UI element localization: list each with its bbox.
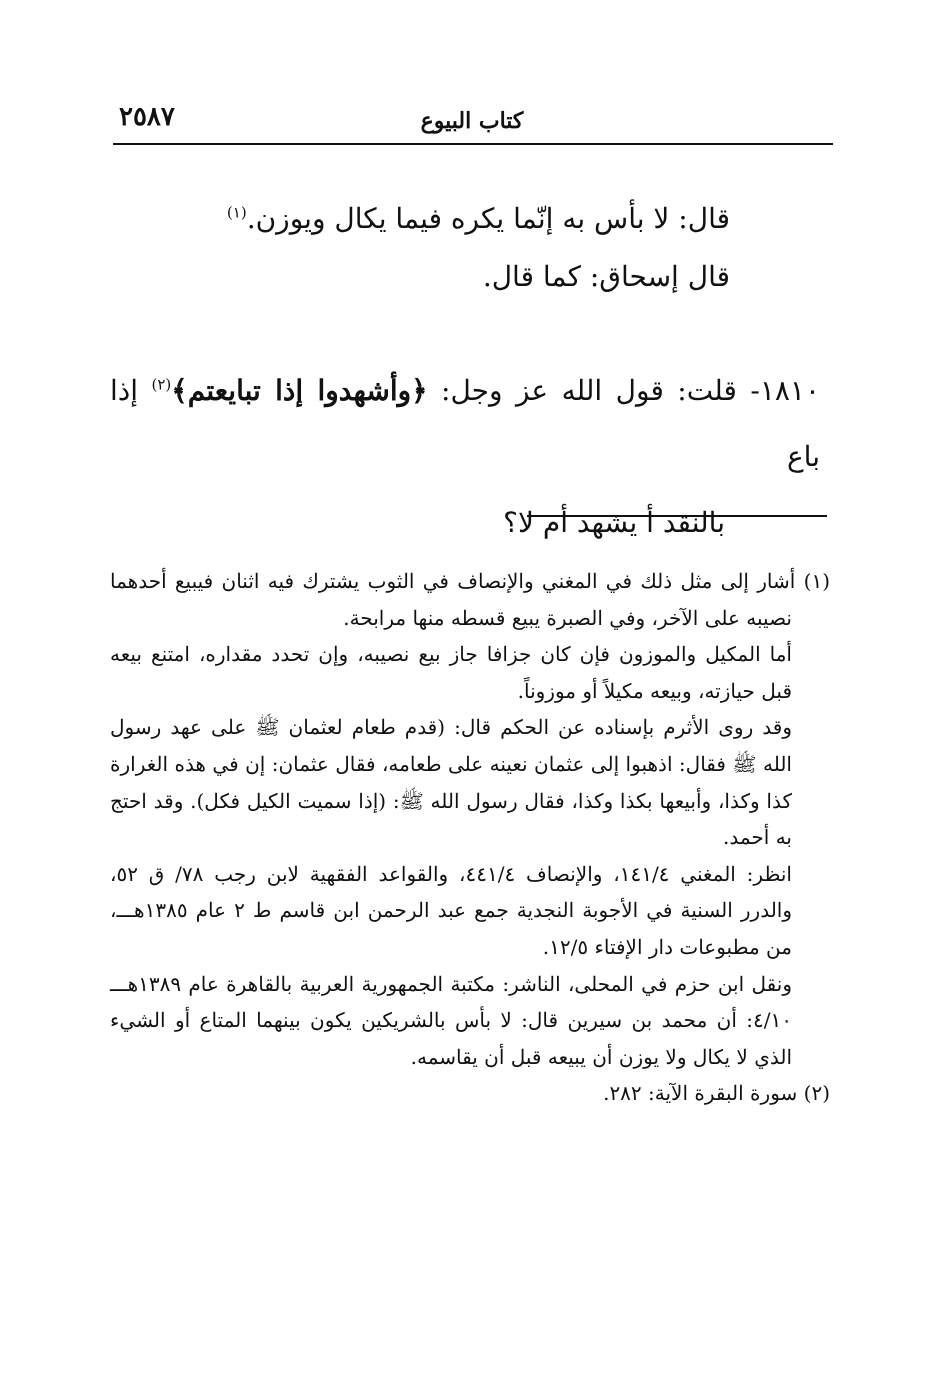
footnotes [110,563,830,1112]
question-line-1 [110,358,820,490]
footnote-1-paragraph-4: انظر: المغني ١٤١/٤، والإنصاف ٤٤١/٤، والقواعد الفقهية لابن رجب ٧٨/ ق ٥٢، والدرر السنية في الأجوبة النجدية جمع عبد الرحمن ابن قاسم ط ٢ عام ١٣٨٥هـــ، من مطبوعات دار الإفتاء ١٢/٥. [110,861,792,959]
header-rule [113,143,833,145]
footnote-marker-2: (٢) [151,375,172,394]
footnote-1-paragraph-5: ونقل ابن حزم في المحلى، الناشر: مكتبة الجمهورية العربية بالقاهرة عام ١٣٨٩هـــ ٤/١٠: أن محمد بن سيرين قال: لا بأس بالشريكين يكون بينهما المتاع أو الشيء الذي لا يكال ولا يوزن أن يبيعه قبل أن يقاسمه. [110,971,792,1069]
question-paragraph [110,358,820,556]
footnote-2: (٢) سورة البقرة الآية: ٢٨٢. [603,1081,830,1106]
question-text-before: قلت: قول الله عز وجل: [427,374,751,407]
main-line-2: قال إسحاق: كما قال. [482,260,730,293]
question-number: ١٨١٠- [750,374,820,407]
main-line-1-text: قال: لا بأس به إنّما يكره فيما يكال ويوزن. [246,202,730,235]
question-text-after: إذا باع [110,374,820,473]
page-header [113,100,831,136]
page-number: ٢٥٨٧ [119,102,175,132]
footnote-marker-1: (١) [226,203,247,222]
main-line-1 [110,190,730,248]
main-text [110,190,730,354]
quran-ayah: ﴿وأشهدوا إذا تبايعتم﴾ [171,374,428,407]
question-line-2: بالنقد أ يشهد أم لا؟ [503,506,725,539]
footnote-1-paragraph-2: أما المكيل والموزون فإن كان جزافا جاز بيع نصيبه، وإن تحدد مقداره، امتنع بيعه قبل حيازته، وبيعه مكيلاً أو موزوناً. [110,642,792,703]
footnote-separator [527,515,827,517]
running-title: كتاب البيوع [420,108,524,134]
footnote-1-paragraph-3: وقد روى الأثرم بإسناده عن الحكم قال: (قدم طعام لعثمان ﷺ على عهد رسول الله ﷺ فقال: اذهبوا إلى عثمان نعينه على طعامه، فقال عثمان: إن في هذه الغرارة كذا وكذا، وأبيعها بكذا وكذا، فقال رسول الله ﷺ: (إذا سميت الكيل فكل). وقد احتج به أحمد. [110,715,792,850]
footnote-1-paragraph-1: (١) أشار إلى مثل ذلك في المغني والإنصاف في الثوب يشترك فيه اثنان فيبيع أحدهما نصيبه على الآخر، وفي الصبرة يبيع قسطه منها مرابحة. [110,569,830,630]
